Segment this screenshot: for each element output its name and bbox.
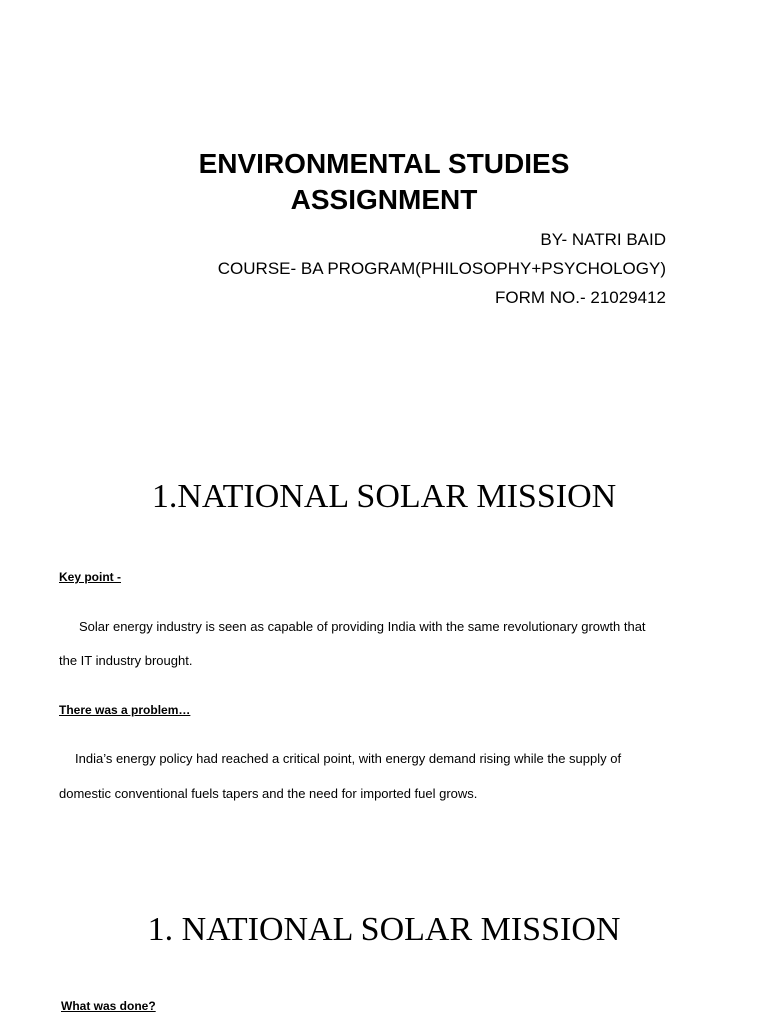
course-line: COURSE- BA PROGRAM(PHILOSOPHY+PSYCHOLOGY) [217,259,666,278]
problem-label: There was a problem… [59,703,191,717]
author-line: BY- NATRI BAID [540,230,666,249]
key-point-paragraph-line2: the IT industry brought. [59,653,193,668]
section-heading-2: 1. NATIONAL SOLAR MISSION [147,911,621,948]
problem-paragraph-line1: India’s energy policy had reached a critical point, with energy demand rising while the supply of [75,751,622,766]
document-title-line2: ASSIGNMENT [290,184,478,215]
problem-paragraph-line2: domestic conventional fuels tapers and the need for imported fuel grows. [59,786,478,801]
what-was-done-label: What was done? [61,999,156,1013]
document-title-line1: ENVIRONMENTAL STUDIES [198,148,570,179]
key-point-paragraph-line1: Solar energy industry is seen as capable of providing India with the same revolutionary growth that [79,619,646,634]
key-point-label: Key point - [59,570,121,584]
section-heading-1: 1.NATIONAL SOLAR MISSION [151,478,617,515]
form-number-line: FORM NO.- 21029412 [494,288,666,307]
